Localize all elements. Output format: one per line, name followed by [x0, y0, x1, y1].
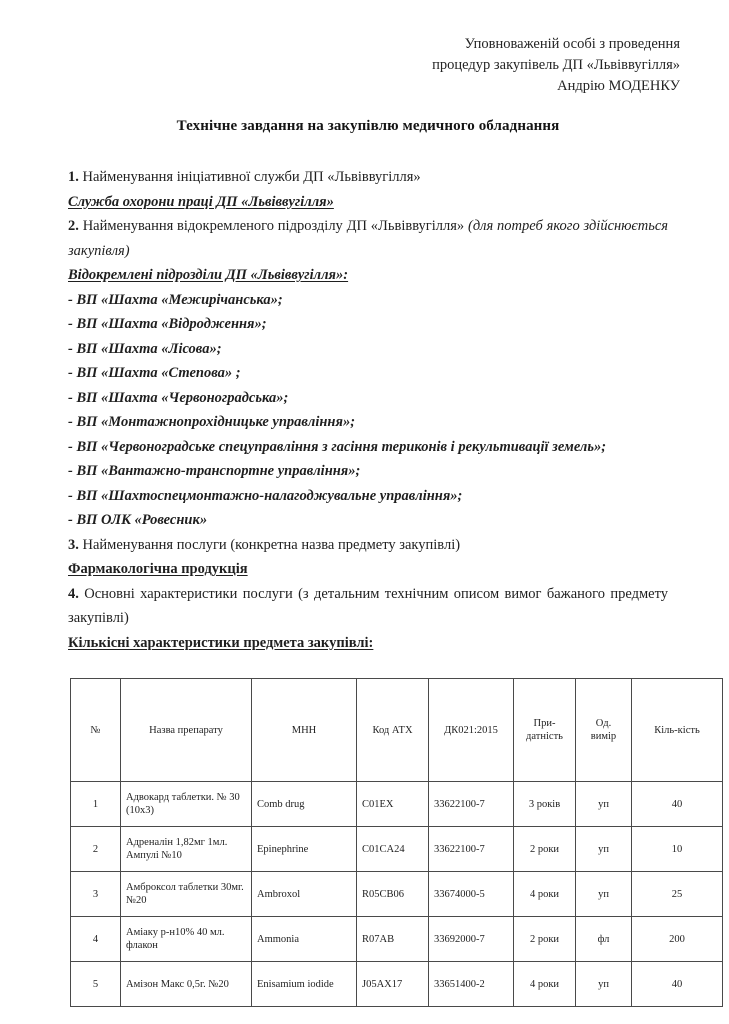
cell-pridatnist: 4 роки	[514, 872, 576, 917]
cell-od: уп	[576, 827, 632, 872]
addressee-line-3: Андрію МОДЕНКУ	[557, 78, 680, 94]
cell-od: уп	[576, 872, 632, 917]
cell-name: Адреналін 1,82мг 1мл. Ампулі №10	[121, 827, 252, 872]
cell-atx: C01EX	[357, 782, 429, 827]
header-dk: ДК021:2015	[429, 679, 514, 782]
item-3-number: 3.	[68, 536, 79, 553]
table-row	[71, 872, 723, 917]
table-row	[71, 782, 723, 827]
paragraph-item-4	[68, 582, 668, 631]
subdivision-item: - ВП «Шахта «Червоноградська»;	[68, 389, 289, 406]
specification-table	[70, 678, 723, 1007]
cell-atx: R07AB	[357, 917, 429, 962]
cell-pridatnist: 2 роки	[514, 827, 576, 872]
header-od-line-2: вимір	[590, 731, 617, 742]
table-row	[71, 917, 723, 962]
cell-pridatnist: 4 роки	[514, 962, 576, 1007]
cell-dk: 33674000-5	[429, 872, 514, 917]
item-3-answer: Фармакологічна продукція	[68, 561, 248, 577]
item-4-text: Основні характеристики послуги (з детальним технічним описом вимог бажаного предмету закупівлі)	[68, 585, 668, 626]
table-body	[71, 782, 723, 1007]
cell-pridatnist: 3 років	[514, 782, 576, 827]
cell-mnn: Enisamium iodide	[252, 962, 357, 1007]
subdivision-item: - ВП «Шахтоспецмонтажно-налагоджувальне управління»;	[68, 487, 463, 504]
cell-mnn: Epinephrine	[252, 827, 357, 872]
item-2-number: 2.	[68, 218, 79, 234]
cell-no: 4	[71, 917, 121, 962]
cell-no: 2	[71, 827, 121, 872]
cell-atx: C01CA24	[357, 827, 429, 872]
item-1-answer: Служба охорони праці ДП «Львіввугілля»	[68, 193, 334, 210]
table-row	[71, 827, 723, 872]
subdivision-item: - ВП «Шахта «Лісова»;	[68, 340, 222, 357]
item-1-number: 1.	[68, 169, 79, 185]
subdivision-item: - ВП «Червоноградське спецуправління з гасіння териконів і рекультивації земель»;	[68, 438, 607, 455]
paragraph-item-3	[68, 533, 668, 558]
header-mnn: МНН	[252, 679, 357, 782]
table-row	[71, 962, 723, 1007]
cell-no: 3	[71, 872, 121, 917]
item-3-text: Найменування послуги (конкретна назва предмету закупівлі)	[82, 536, 461, 553]
cell-kilkist: 40	[632, 962, 723, 1007]
header-kilkist: Кіль-кість	[632, 679, 723, 782]
paragraph-item-1	[68, 165, 668, 190]
cell-kilkist: 40	[632, 782, 723, 827]
cell-kilkist: 10	[632, 827, 723, 872]
subdivision-item: - ВП «Монтажнопрохідницьке управління»;	[68, 414, 356, 430]
specification-table-wrapper	[70, 678, 700, 1007]
item-2-text: Найменування відокремленого підрозділу ДП «Львіввугілля»	[82, 218, 465, 234]
cell-name: Амізон Макс 0,5г. №20	[121, 962, 252, 1007]
cell-dk: 33622100-7	[429, 782, 514, 827]
addressee-line-2: процедур закупівель ДП «Львіввугілля»	[432, 57, 680, 73]
subdivision-item: - ВП «Шахта «Степова» ;	[68, 365, 241, 381]
header-od-vymir	[576, 679, 632, 782]
cell-pridatnist: 2 роки	[514, 917, 576, 962]
header-no: №	[71, 679, 121, 782]
table-header-row	[71, 679, 723, 782]
cell-dk: 33692000-7	[429, 917, 514, 962]
subdivision-item: - ВП ОЛК «Ровесник»	[68, 512, 208, 528]
cell-atx: J05AX17	[357, 962, 429, 1007]
table-head	[71, 679, 723, 782]
cell-od: уп	[576, 962, 632, 1007]
item-4-answer: Кількісні характеристики предмета закупівлі:	[68, 634, 374, 651]
cell-kilkist: 25	[632, 872, 723, 917]
cell-mnn: Ambroxol	[252, 872, 357, 917]
addressee-block	[380, 34, 680, 97]
cell-name: Аміаку р-н10% 40 мл. флакон	[121, 917, 252, 962]
cell-no: 1	[71, 782, 121, 827]
header-od-line-1: Од.	[595, 718, 612, 729]
cell-kilkist: 200	[632, 917, 723, 962]
cell-od: фл	[576, 917, 632, 962]
cell-name: Амброксол таблетки 30мг.№20	[121, 872, 252, 917]
cell-mnn: Comb drug	[252, 782, 357, 827]
cell-atx: R05CB06	[357, 872, 429, 917]
document-title: Технічне завдання на закупівлю медичного обладнання	[176, 118, 560, 134]
header-name: Назва препарату	[121, 679, 252, 782]
header-pridatnist	[514, 679, 576, 782]
header-pridatnist-line-2: датність	[526, 731, 563, 742]
cell-name: Адвокард таблетки. № 30 (10х3)	[121, 782, 252, 827]
subdivision-item: - ВП «Шахта «Відродження»;	[68, 316, 267, 332]
header-atx: Код АТХ	[357, 679, 429, 782]
item-2-italic-note: (для потреб якого здійснюється закупівля)	[68, 218, 669, 259]
addressee-line-1: Уповноваженій особі з проведення	[464, 36, 680, 52]
cell-no: 5	[71, 962, 121, 1007]
subdivision-item: - ВП «Шахта «Межирічанська»;	[68, 291, 283, 308]
header-pridatnist-line-1: При-	[533, 718, 556, 729]
item-4-number: 4.	[68, 585, 79, 602]
cell-dk: 33622100-7	[429, 827, 514, 872]
item-2-answer: Відокремлені підрозділи ДП «Львіввугілля»:	[68, 267, 349, 283]
cell-od: уп	[576, 782, 632, 827]
cell-dk: 33651400-2	[429, 962, 514, 1007]
item-1-text: Найменування ініціативної служби ДП «Львіввугілля»	[82, 169, 421, 185]
subdivision-item: - ВП «Вантажно-транспортне управління»;	[68, 463, 361, 479]
paragraph-item-2	[68, 214, 668, 263]
cell-mnn: Ammonia	[252, 917, 357, 962]
document-body	[68, 165, 668, 655]
